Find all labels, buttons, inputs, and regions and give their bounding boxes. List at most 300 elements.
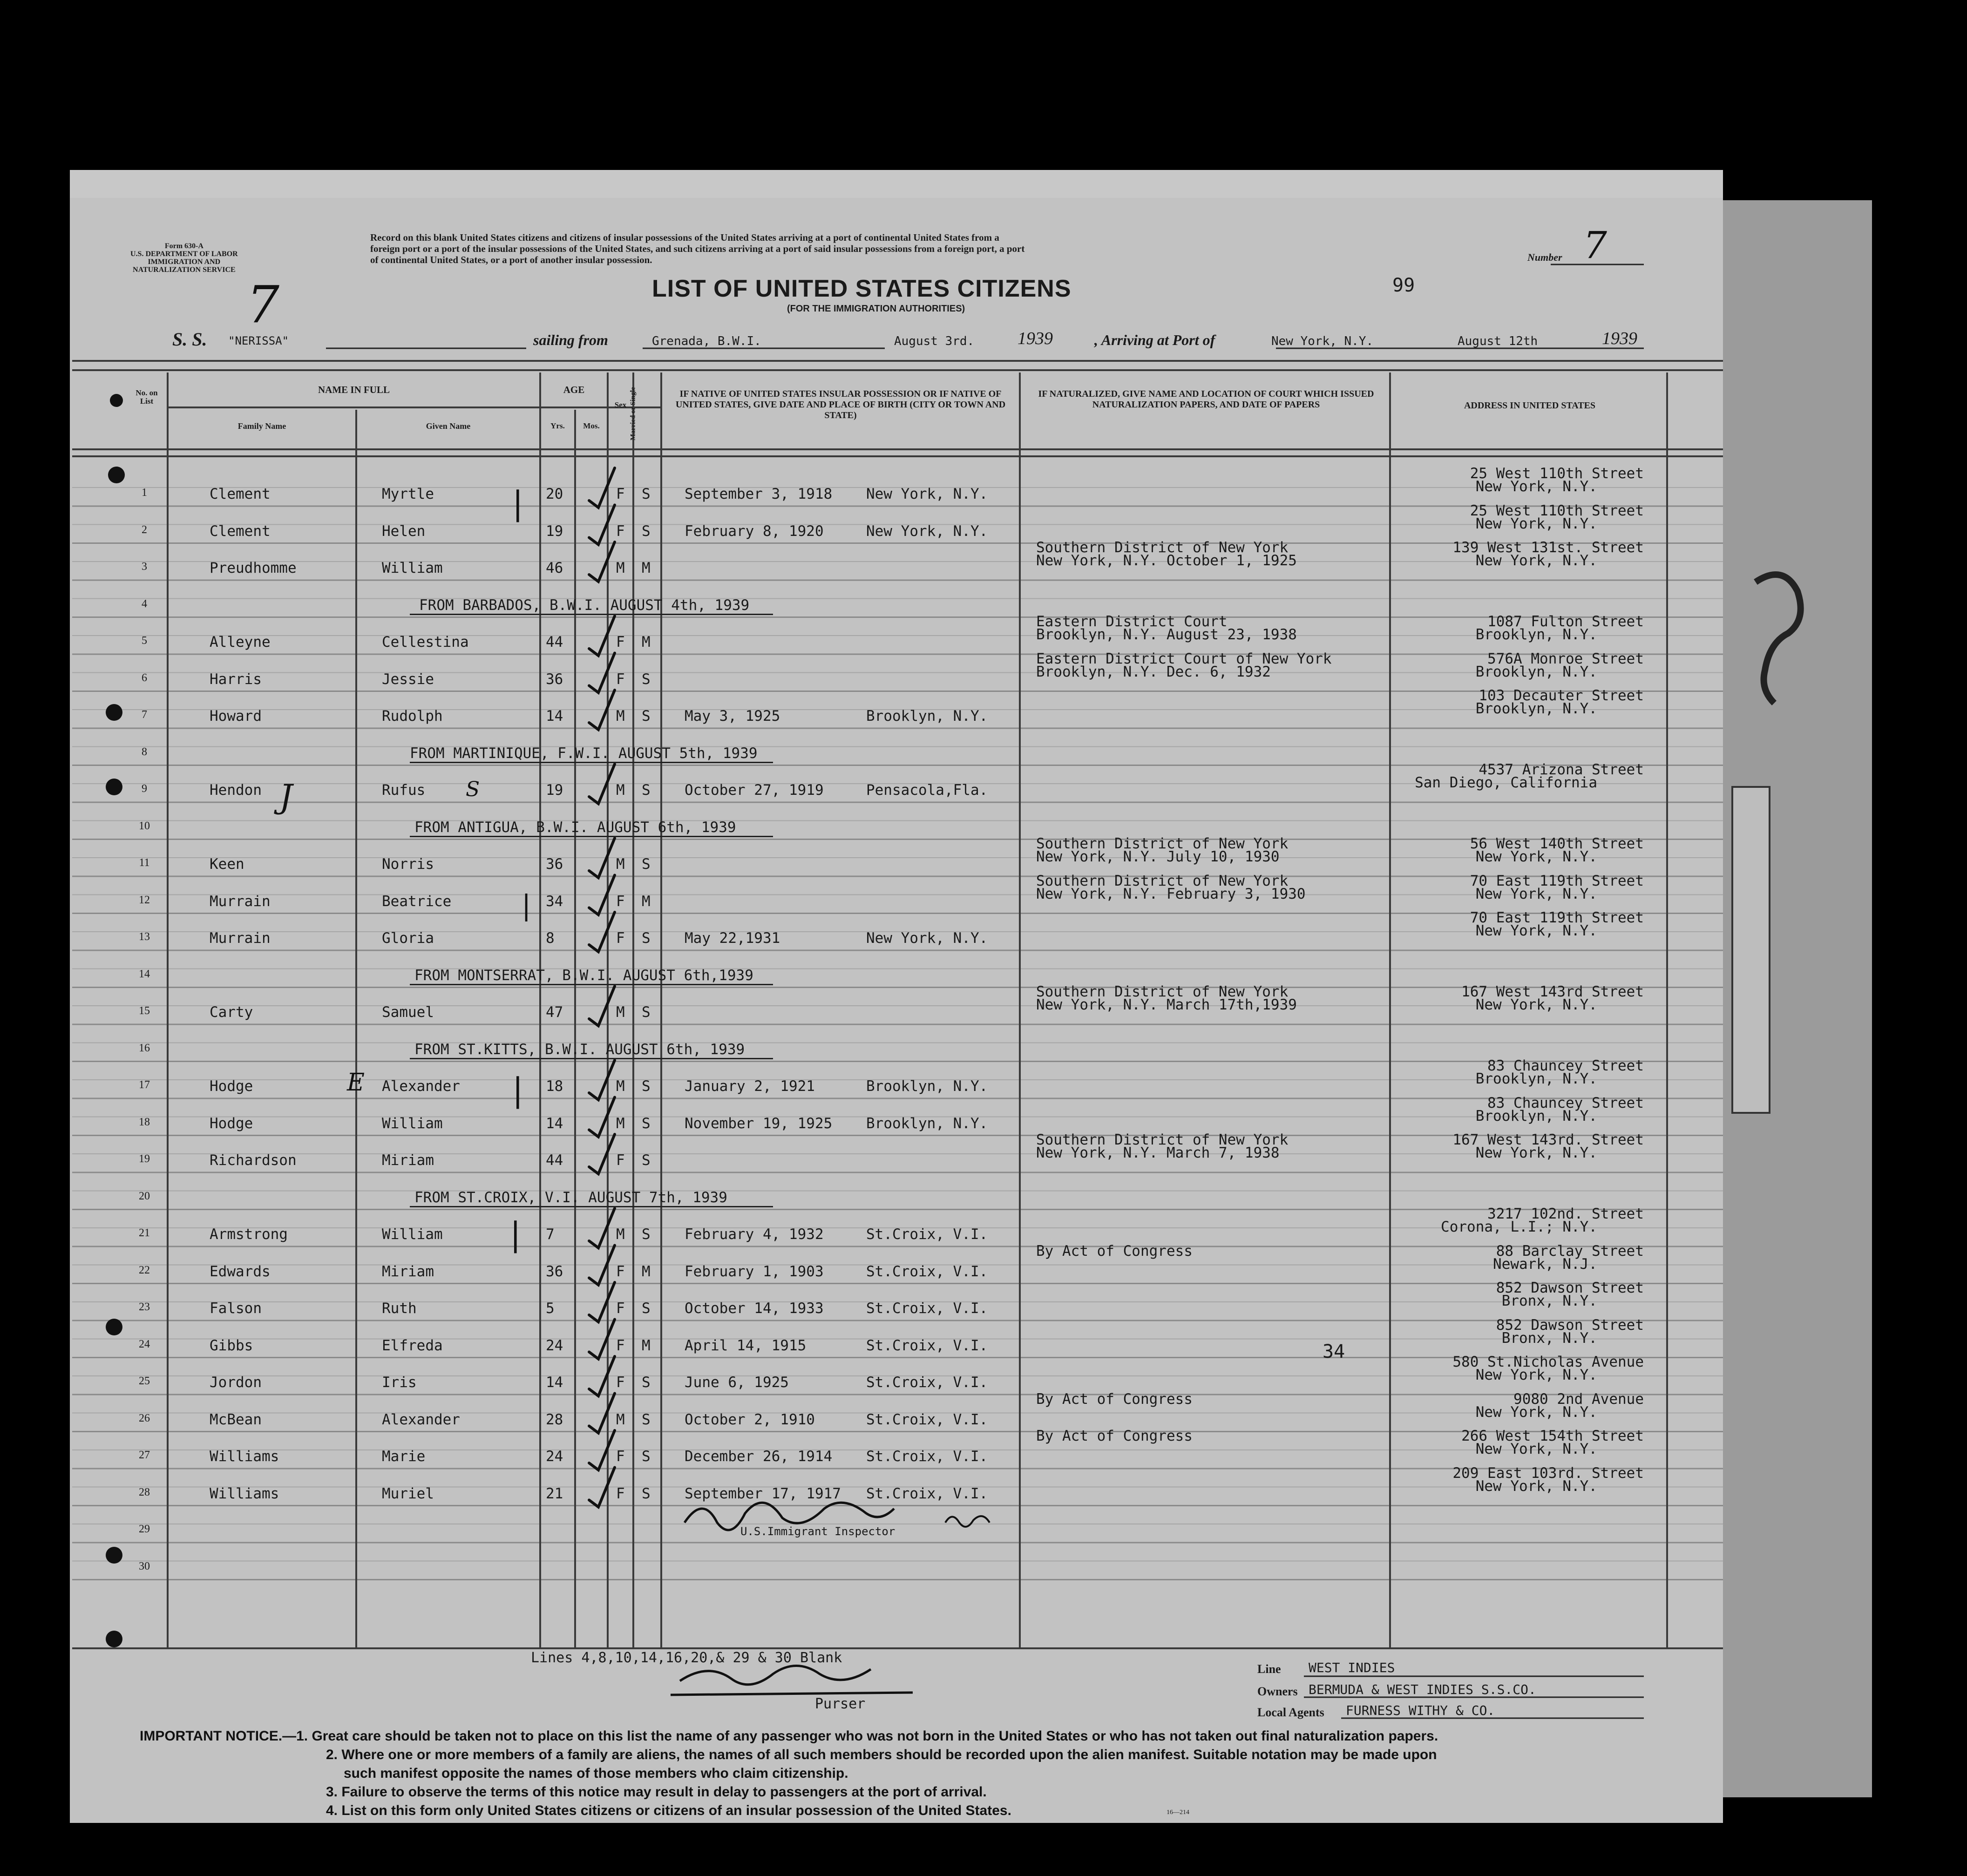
address-city: Brooklyn, N.Y.: [1475, 626, 1597, 643]
family-name: Murrain: [210, 930, 271, 947]
age-years: 44: [546, 634, 563, 650]
marital-status: S: [642, 856, 651, 873]
sex: F: [616, 930, 625, 947]
birth-place: Pensacola,Fla.: [866, 782, 988, 799]
given-name: Miriam: [382, 1152, 434, 1169]
given-name: Alexander: [382, 1411, 460, 1428]
age-years: 14: [546, 1115, 563, 1132]
address-street: 139 West 131st. Street: [1452, 539, 1644, 556]
marital-status: M: [642, 1337, 651, 1354]
age-years: 36: [546, 1263, 563, 1280]
address-city: New York, N.Y.: [1475, 848, 1597, 865]
birth-place: St.Croix, V.I.: [866, 1411, 988, 1428]
family-name: Carty: [210, 1004, 253, 1021]
age-years: 24: [546, 1448, 563, 1465]
address-city: New York, N.Y.: [1475, 922, 1597, 939]
line-number: 14: [139, 968, 150, 980]
naturalization-location-date: New York, N.Y. March 17th,1939: [1036, 996, 1297, 1013]
address-city: New York, N.Y.: [1475, 478, 1597, 495]
naturalization-location-date: New York, N.Y. October 1, 1925: [1036, 552, 1297, 569]
sex: F: [616, 1152, 625, 1169]
line-number: 25: [139, 1375, 150, 1387]
address-city: New York, N.Y.: [1475, 1367, 1597, 1383]
marital-status: S: [642, 522, 651, 540]
handwritten-tally-3: |: [512, 1071, 523, 1109]
marital-status: M: [642, 1263, 651, 1280]
family-name: Richardson: [210, 1152, 297, 1169]
header-married-single: Married or Single: [629, 387, 637, 440]
marital-status: S: [642, 1226, 651, 1243]
birth-date: December 26, 1914: [685, 1448, 833, 1465]
birth-place: St.Croix, V.I.: [866, 1337, 988, 1354]
family-name: Armstrong: [210, 1226, 288, 1243]
line-number: 11: [139, 857, 150, 869]
age-years: 36: [546, 670, 563, 688]
line-number: 21: [139, 1227, 150, 1239]
naturalization-court: Southern District of New York: [1036, 872, 1289, 889]
line-number: 7: [142, 709, 147, 721]
age-years: 47: [546, 1004, 563, 1021]
line-number: 9: [142, 783, 147, 795]
list-number: 7: [1583, 223, 1607, 267]
line-number: 17: [139, 1079, 150, 1091]
line-number: 23: [139, 1301, 150, 1313]
owners-label: Owners: [1257, 1685, 1298, 1698]
birth-date: February 8, 1920: [685, 522, 824, 540]
given-name: Norris: [382, 856, 434, 873]
header-months: Mos.: [583, 421, 600, 430]
marital-status: M: [642, 893, 651, 910]
line-number: 8: [142, 745, 147, 758]
birth-place: St.Croix, V.I.: [866, 1300, 988, 1317]
handwritten-j: J: [279, 778, 293, 816]
address-city: New York, N.Y.: [1475, 515, 1597, 532]
notice-2-cont: such manifest opposite the names of those members who claim citizenship.: [344, 1766, 848, 1781]
birth-date: May 22,1931: [685, 930, 780, 947]
marital-status: S: [642, 1374, 651, 1391]
sex: M: [616, 708, 625, 725]
print-code: 16—214: [1167, 1809, 1189, 1816]
line-number: 24: [139, 1338, 150, 1350]
family-name: Hendon: [210, 782, 262, 799]
section-header: FROM MARTINIQUE, F.W.I. AUGUST 5th, 1939: [410, 745, 758, 762]
naturalization-court: By Act of Congress: [1036, 1428, 1193, 1444]
given-name: William: [382, 1115, 443, 1132]
line-number: 26: [139, 1412, 150, 1424]
birth-date: February 1, 1903: [685, 1263, 824, 1280]
birth-place: St.Croix, V.I.: [866, 1485, 988, 1502]
given-name: Muriel: [382, 1485, 434, 1502]
birth-place: Brooklyn, N.Y.: [866, 1078, 988, 1095]
arrival-year: 1939: [1602, 329, 1637, 348]
header-family-name: Family Name: [237, 421, 286, 431]
line-number: 19: [139, 1153, 150, 1165]
header-age: AGE: [563, 384, 585, 395]
sex: M: [616, 1004, 625, 1021]
section-header: FROM ST.CROIX, V.I. AUGUST 7th, 1939: [414, 1189, 727, 1206]
address-city: Bronx, N.Y.: [1501, 1329, 1597, 1347]
marital-status: S: [642, 486, 651, 502]
age-years: 14: [546, 1374, 563, 1391]
given-name: Gloria: [382, 930, 434, 947]
birth-date: April 14, 1915: [685, 1337, 807, 1354]
line-number: 28: [139, 1486, 150, 1498]
page-paper: [70, 193, 1723, 1823]
marital-status: S: [642, 1115, 651, 1132]
sex: M: [616, 1078, 625, 1095]
line-number: 1: [142, 487, 147, 499]
birth-date: January 2, 1921: [685, 1078, 815, 1095]
age-years: 19: [546, 522, 563, 540]
birth-place: New York, N.Y.: [866, 930, 988, 947]
given-name: Miriam: [382, 1263, 434, 1280]
line-number: 12: [139, 894, 150, 906]
bureau-line-2: NATURALIZATION SERVICE: [133, 266, 236, 274]
age-years: 34: [546, 893, 563, 910]
address-street: 852 Dawson Street: [1496, 1316, 1644, 1334]
important-notice: [140, 1728, 1438, 1744]
given-name: William: [382, 560, 443, 576]
notice-3: 3. Failure to observe the terms of this notice may result in delay to passengers at the port of arrival.: [326, 1784, 987, 1800]
purser-label: Purser: [815, 1696, 866, 1712]
sex: M: [616, 1226, 625, 1243]
marital-status: S: [642, 782, 651, 799]
address-street: 209 East 103rd. Street: [1452, 1464, 1644, 1482]
line-number: 5: [142, 635, 147, 647]
notice-title: IMPORTANT NOTICE.: [140, 1728, 283, 1744]
marital-status: S: [642, 708, 651, 725]
form-identifier: [130, 242, 238, 274]
header-address: ADDRESS IN UNITED STATES: [1464, 400, 1596, 411]
age-years: 21: [546, 1485, 563, 1502]
address-city: Bronx, N.Y.: [1501, 1293, 1597, 1309]
marital-status: M: [642, 634, 651, 650]
address-city: Brooklyn, N.Y.: [1475, 663, 1597, 680]
section-header: FROM MONTSERRAT, B.W.I. AUGUST 6th,1939: [414, 967, 753, 984]
back-sheet-tab: [1732, 787, 1770, 1113]
intro-line-2: foreign port or a port of the insular possessions of the United States, and such citizens arriving at a port of said insular possessions from a foreign port, a port: [370, 243, 1025, 254]
family-name: McBean: [210, 1411, 262, 1428]
address-street: 266 West 154th Street: [1461, 1428, 1644, 1444]
sex: F: [616, 634, 625, 650]
notice-1: —1. Great care should be taken not to place on this list the name of any passenger who was not born in the United States or who has not taken out final naturalization papers.: [282, 1728, 1438, 1744]
address-street: 4537 Arizona Street: [1479, 761, 1644, 778]
address-street: 852 Dawson Street: [1496, 1280, 1644, 1296]
family-name: Gibbs: [210, 1337, 253, 1354]
given-name: Elfreda: [382, 1337, 443, 1354]
given-name: Jessie: [382, 670, 434, 688]
address-street: 56 West 140th Street: [1470, 835, 1644, 852]
handwritten-e: E: [347, 1069, 365, 1097]
department: U.S. DEPARTMENT OF LABOR: [130, 250, 238, 258]
owners-value: BERMUDA & WEST INDIES S.S.CO.: [1309, 1682, 1536, 1697]
age-years: 18: [546, 1078, 563, 1095]
departure-date: August 3rd.: [894, 334, 975, 348]
birth-date: October 2, 1910: [685, 1411, 815, 1428]
naturalization-court: Southern District of New York: [1036, 539, 1289, 556]
family-name: Edwards: [210, 1263, 271, 1280]
family-name: Clement: [210, 522, 271, 540]
birth-place: Brooklyn, N.Y.: [866, 708, 988, 725]
arrival-date: August 12th: [1458, 334, 1538, 348]
naturalization-court: Southern District of New York: [1036, 1131, 1289, 1148]
sex: F: [616, 670, 625, 688]
age-years: 28: [546, 1411, 563, 1428]
family-name: Hodge: [210, 1115, 253, 1132]
header-given-name: Given Name: [426, 421, 471, 431]
sex: M: [616, 856, 625, 873]
address-street: 9080 2nd Avenue: [1513, 1390, 1644, 1408]
line-number: 30: [139, 1560, 150, 1572]
line-number: 6: [142, 671, 147, 684]
family-name: Harris: [210, 670, 262, 688]
ss-label: S. S.: [172, 329, 207, 350]
birth-date: June 6, 1925: [685, 1374, 789, 1391]
line-number: 27: [139, 1449, 150, 1461]
address-street: 88 Barclay Street: [1496, 1242, 1644, 1260]
given-name: Alexander: [382, 1078, 460, 1095]
page-title: LIST OF UNITED STATES CITIZENS: [652, 275, 1072, 302]
age-years: 8: [546, 930, 555, 947]
handwritten-tally-2: |: [522, 889, 531, 922]
age-years: 44: [546, 1152, 563, 1169]
departure-year: 1939: [1017, 329, 1053, 348]
family-name: Murrain: [210, 893, 271, 910]
family-name: Keen: [210, 856, 244, 873]
address-street: 83 Chauncey Street: [1487, 1094, 1644, 1111]
page-subtitle: (FOR THE IMMIGRATION AUTHORITIES): [787, 304, 965, 314]
address-street: 25 West 110th Street: [1470, 502, 1644, 519]
family-name: Howard: [210, 708, 262, 725]
agents-label: Local Agents: [1257, 1706, 1324, 1719]
handwritten-seven: 7: [247, 275, 279, 334]
sheet-number: 99: [1392, 275, 1415, 296]
line-label: Line: [1257, 1662, 1281, 1676]
bureau-line-1: IMMIGRATION AND: [148, 258, 221, 266]
sex: F: [616, 1485, 625, 1502]
sex: F: [616, 486, 625, 502]
address-street: 580 St.Nicholas Avenue: [1452, 1354, 1644, 1370]
marital-status: S: [642, 670, 651, 688]
address-city: Newark, N.J.: [1493, 1255, 1597, 1273]
line-number: 16: [139, 1042, 150, 1054]
line-number: 13: [139, 931, 150, 943]
sex: F: [616, 1300, 625, 1317]
line-number: 15: [139, 1005, 150, 1017]
marital-status: S: [642, 1411, 651, 1428]
intro-line-1: Record on this blank United States citizens and citizens of insular possessions of the United States arriving at a port of continental United States from a: [370, 232, 999, 243]
naturalization-location-date: Brooklyn, N.Y. August 23, 1938: [1036, 626, 1297, 643]
line-number: 20: [139, 1190, 150, 1202]
birth-date: September 3, 1918: [685, 486, 833, 502]
birth-place: Brooklyn, N.Y.: [866, 1115, 988, 1132]
age-years: 36: [546, 856, 563, 873]
line-number: 22: [139, 1264, 150, 1276]
sex: F: [616, 1374, 625, 1391]
address-street: 167 West 143rd Street: [1461, 983, 1644, 1000]
address-city: New York, N.Y.: [1475, 1441, 1597, 1457]
birth-place: St.Croix, V.I.: [866, 1226, 988, 1243]
address-street: 576A Monroe Street: [1487, 650, 1644, 667]
page-count: 34: [1323, 1341, 1345, 1362]
birth-date: October 27, 1919: [685, 782, 824, 799]
naturalization-location-date: New York, N.Y. July 10, 1930: [1036, 848, 1280, 865]
address-street: 3217 102nd. Street: [1487, 1206, 1644, 1222]
address-street: 25 West 110th Street: [1470, 465, 1644, 482]
agents-value: FURNESS WITHY & CO.: [1346, 1703, 1495, 1718]
address-city: New York, N.Y.: [1475, 885, 1597, 902]
given-name: Marie: [382, 1448, 426, 1465]
address-street: 167 West 143rd. Street: [1452, 1131, 1644, 1148]
sex: F: [616, 1448, 625, 1465]
age-years: 7: [546, 1226, 555, 1243]
birth-place: St.Croix, V.I.: [866, 1448, 988, 1465]
birth-date: October 14, 1933: [685, 1300, 824, 1317]
birth-date: November 19, 1925: [685, 1115, 833, 1132]
address-street: 103 Decauter Street: [1479, 687, 1644, 704]
family-name: Preudhomme: [210, 560, 297, 576]
handwritten-tally-4: |: [510, 1215, 521, 1253]
address-street: 83 Chauncey Street: [1487, 1057, 1644, 1074]
birth-place: New York, N.Y.: [866, 486, 988, 502]
family-name: Falson: [210, 1300, 262, 1317]
family-name: Hodge: [210, 1078, 253, 1095]
section-header: FROM ANTIGUA, B.W.I. AUGUST 6th, 1939: [414, 819, 736, 836]
address-city: New York, N.Y.: [1475, 1477, 1597, 1495]
given-name: Ruth: [382, 1300, 417, 1317]
header-sex: Sex: [614, 400, 627, 409]
line-number: 10: [139, 819, 150, 832]
arrival-port: New York, N.Y.: [1271, 334, 1374, 348]
marital-status: S: [642, 930, 651, 947]
sex: M: [616, 782, 625, 799]
header-years: Yrs.: [550, 421, 565, 430]
naturalization-court: By Act of Congress: [1036, 1390, 1193, 1408]
sex: F: [616, 522, 625, 540]
address-city: New York, N.Y.: [1475, 1403, 1597, 1421]
intro-text: [370, 232, 1024, 265]
marital-status: S: [642, 1485, 651, 1502]
handwritten-tally-1: |: [512, 484, 523, 522]
age-years: 14: [546, 708, 563, 725]
sex: M: [616, 1115, 625, 1132]
age-years: 20: [546, 486, 563, 502]
sex: F: [616, 1263, 625, 1280]
age-years: 46: [546, 560, 563, 576]
line-number: 2: [142, 523, 147, 536]
sex: F: [616, 893, 625, 910]
arriving-label: , Arriving at Port of: [1094, 332, 1215, 348]
family-name: Jordon: [210, 1374, 262, 1391]
address-street: 70 East 119th Street: [1470, 909, 1644, 926]
departure-port: Grenada, B.W.I.: [652, 334, 761, 348]
notice-2: 2. Where one or more members of a family are aliens, the names of all such members should be recorded upon the alien manifest. Suitable notation may be made upon: [326, 1747, 1437, 1762]
number-label: Number: [1527, 251, 1562, 263]
line-number: 18: [139, 1116, 150, 1128]
marital-status: M: [642, 560, 651, 576]
age-years: 5: [546, 1300, 555, 1317]
birth-date: September 17, 1917: [685, 1485, 841, 1502]
line-value: WEST INDIES: [1309, 1660, 1395, 1675]
naturalization-court: By Act of Congress: [1036, 1242, 1193, 1260]
section-header: FROM ST.KITTS, B.W.I. AUGUST 6th, 1939: [414, 1041, 745, 1058]
marital-status: S: [642, 1448, 651, 1465]
given-name: Cellestina: [382, 634, 469, 650]
age-years: 19: [546, 782, 563, 799]
marital-status: S: [642, 1004, 651, 1021]
header-name-in-full: NAME IN FULL: [318, 384, 390, 395]
birth-place: St.Croix, V.I.: [866, 1263, 988, 1280]
given-name: Rudolph: [382, 708, 443, 725]
given-name: Helen: [382, 522, 426, 540]
age-years: 24: [546, 1337, 563, 1354]
address-city: San Diego, California: [1415, 774, 1597, 791]
birth-date: May 3, 1925: [685, 708, 780, 725]
line-number: 29: [139, 1523, 150, 1535]
given-name: Iris: [382, 1374, 417, 1391]
marital-status: S: [642, 1152, 651, 1169]
naturalization-court: Eastern District Court: [1036, 613, 1228, 630]
sex: M: [616, 1411, 625, 1428]
given-name: Beatrice: [382, 893, 452, 910]
marital-status: S: [642, 1078, 651, 1095]
intro-line-3: of continental United States, or a port of another insular possession.: [370, 254, 652, 265]
given-name: William: [382, 1226, 443, 1243]
header-birth-info: IF NATIVE OF UNITED STATES INSULAR POSSESSION OR IF NATIVE OF UNITED STATES, GIVE DATE AND PLACE OF BIRTH (CITY OR TOWN AND STATE): [675, 389, 1006, 420]
inspector-title: U.S.Immigrant Inspector: [740, 1525, 895, 1538]
birth-place: New York, N.Y.: [866, 522, 988, 540]
address-city: New York, N.Y.: [1475, 996, 1597, 1013]
family-name: Williams: [210, 1448, 279, 1465]
address-city: Brooklyn, N.Y.: [1475, 1070, 1597, 1087]
given-name: Rufus: [382, 782, 426, 799]
naturalization-location-date: New York, N.Y. March 7, 1938: [1036, 1145, 1280, 1161]
ship-name: "NERISSA": [228, 334, 289, 347]
birth-place: St.Croix, V.I.: [866, 1374, 988, 1391]
address-street: 1087 Fulton Street: [1487, 613, 1644, 630]
birth-date: February 4, 1932: [685, 1226, 824, 1243]
address-city: New York, N.Y.: [1475, 1145, 1597, 1161]
address-city: Brooklyn, N.Y.: [1475, 1107, 1597, 1124]
address-city: New York, N.Y.: [1475, 552, 1597, 569]
given-name: Myrtle: [382, 486, 434, 502]
address-city: Corona, L.I.; N.Y.: [1441, 1219, 1597, 1235]
sex: M: [616, 560, 625, 576]
handwritten-s: S: [466, 778, 480, 801]
notice-4: 4. List on this form only United States citizens or citizens of an insular possession of the United States.: [326, 1803, 1011, 1818]
sex: F: [616, 1337, 625, 1354]
address-city: Brooklyn, N.Y.: [1475, 700, 1597, 717]
sailing-label: sailing from: [533, 332, 608, 348]
header-naturalization: IF NATURALIZED, GIVE NAME AND LOCATION OF COURT WHICH ISSUED NATURALIZATION PAPERS, AND DATE OF PAPERS: [1038, 389, 1374, 410]
family-name: Williams: [210, 1485, 279, 1502]
header-list-number: No. on List: [136, 388, 158, 406]
marital-status: S: [642, 1300, 651, 1317]
naturalization-location-date: Brooklyn, N.Y. Dec. 6, 1932: [1036, 663, 1271, 680]
form-number: Form 630-A: [164, 242, 203, 250]
section-header: FROM BARBADOS, B.W.I. AUGUST 4th, 1939: [419, 596, 750, 614]
blank-lines-note: Lines 4,8,10,14,16,20,& 29 & 30 Blank: [531, 1650, 842, 1666]
line-number: 3: [142, 561, 147, 573]
naturalization-location-date: New York, N.Y. February 3, 1930: [1036, 885, 1306, 902]
given-name: Samuel: [382, 1004, 434, 1021]
line-number: 4: [142, 597, 147, 610]
family-name: Clement: [210, 486, 271, 502]
naturalization-court: Eastern District Court of New York: [1036, 650, 1332, 667]
naturalization-court: Southern District of New York: [1036, 983, 1289, 1000]
family-name: Alleyne: [210, 634, 271, 650]
address-street: 70 East 119th Street: [1470, 872, 1644, 889]
